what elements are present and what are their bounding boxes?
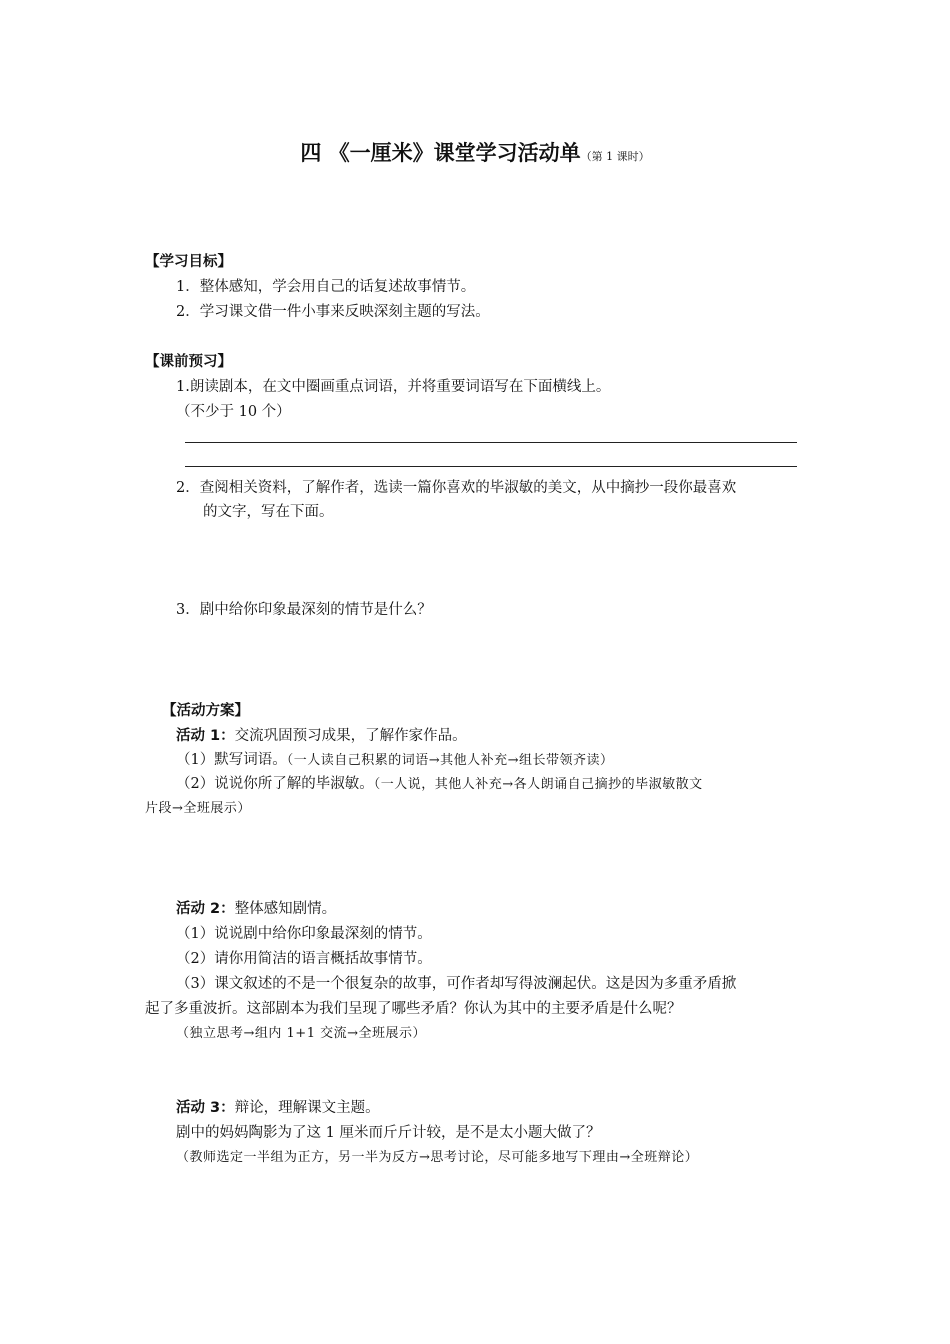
activity-2-item-3-line1: （3）课文叙述的不是一个很复杂的故事，可作者却写得波澜起伏。这是因为多重矛盾掀 — [176, 976, 737, 992]
page-title — [0, 139, 950, 171]
activity-3-question: 剧中的妈妈陶影为了这 1 厘米而斤斤计较，是不是太小题大做了？ — [176, 1125, 601, 1141]
activity-1-item-2 — [176, 774, 703, 795]
activity-1-text: 交流巩固预习成果，了解作家作品。 — [234, 728, 467, 744]
goals-heading: 【学习目标】 — [145, 254, 232, 270]
answer-line-2[interactable] — [185, 466, 797, 467]
preview-heading: 【课前预习】 — [145, 354, 232, 370]
activity-1-item-2-note-cont: 片段→全班展示） — [145, 801, 251, 816]
activity-2-item-3-line2: 起了多重波折。这部剧本为我们呈现了哪些矛盾？你认为其中的主要矛盾是什么呢？ — [145, 1001, 682, 1017]
activity-1-item-2-note: （一人说，其他人补充→各人朗诵自己摘抄的毕淑敏散文 — [373, 777, 703, 792]
plan-heading: 【活动方案】 — [162, 703, 249, 719]
preview-q1: 1.朗读剧本，在文中圈画重点词语，并将重要词语写在下面横线上。 — [176, 379, 611, 395]
activity-1-item-2-text: （2）说说你所了解的毕淑敏。 — [176, 776, 374, 792]
goal-item-2: 2．学习课文借一件小事来反映深刻主题的写法。 — [176, 304, 490, 320]
activity-2-item-2: （2）请你用简洁的语言概括故事情节。 — [176, 951, 432, 967]
goal-item-1: 1．整体感知，学会用自己的话复述故事情节。 — [176, 279, 476, 295]
preview-q3: 3．剧中给你印象最深刻的情节是什么？ — [176, 602, 432, 618]
preview-q2-line1: 2．查阅相关资料，了解作者，选读一篇你喜欢的毕淑敏的美文，从中摘抄一段你最喜欢 — [176, 480, 737, 496]
activity-3 — [176, 1098, 380, 1118]
title-main: 四 《一厘米》课堂学习活动单 — [300, 141, 581, 165]
activity-2-text: 整体感知剧情。 — [234, 901, 337, 917]
title-sub: （第 1 课时） — [580, 150, 650, 163]
activity-3-label: 活动 3： — [176, 1100, 235, 1116]
preview-q1-note: （不少于 10 个） — [176, 404, 291, 420]
activity-1-item-1 — [176, 750, 614, 771]
activity-2-note: （独立思考→组内 1+1 交流→全班展示） — [176, 1026, 426, 1041]
activity-1-item-1-text: （1）默写词语。 — [176, 752, 287, 768]
activity-1-item-1-note: （一人读自己积累的词语→其他人补充→组长带领齐读） — [286, 753, 614, 768]
answer-line-1[interactable] — [185, 442, 797, 443]
activity-3-note: （教师选定一半组为正方，另一半为反方→思考讨论，尽可能多地写下理由→全班辩论） — [176, 1150, 699, 1165]
activity-1 — [176, 726, 467, 746]
activity-2 — [176, 899, 336, 919]
preview-q2-line2: 的文字，写在下面。 — [203, 504, 334, 520]
activity-2-item-1: （1）说说剧中给你印象最深刻的情节。 — [176, 926, 432, 942]
activity-3-text: 辩论，理解课文主题。 — [234, 1100, 380, 1116]
activity-1-label: 活动 1： — [176, 728, 235, 744]
activity-2-label: 活动 2： — [176, 901, 235, 917]
